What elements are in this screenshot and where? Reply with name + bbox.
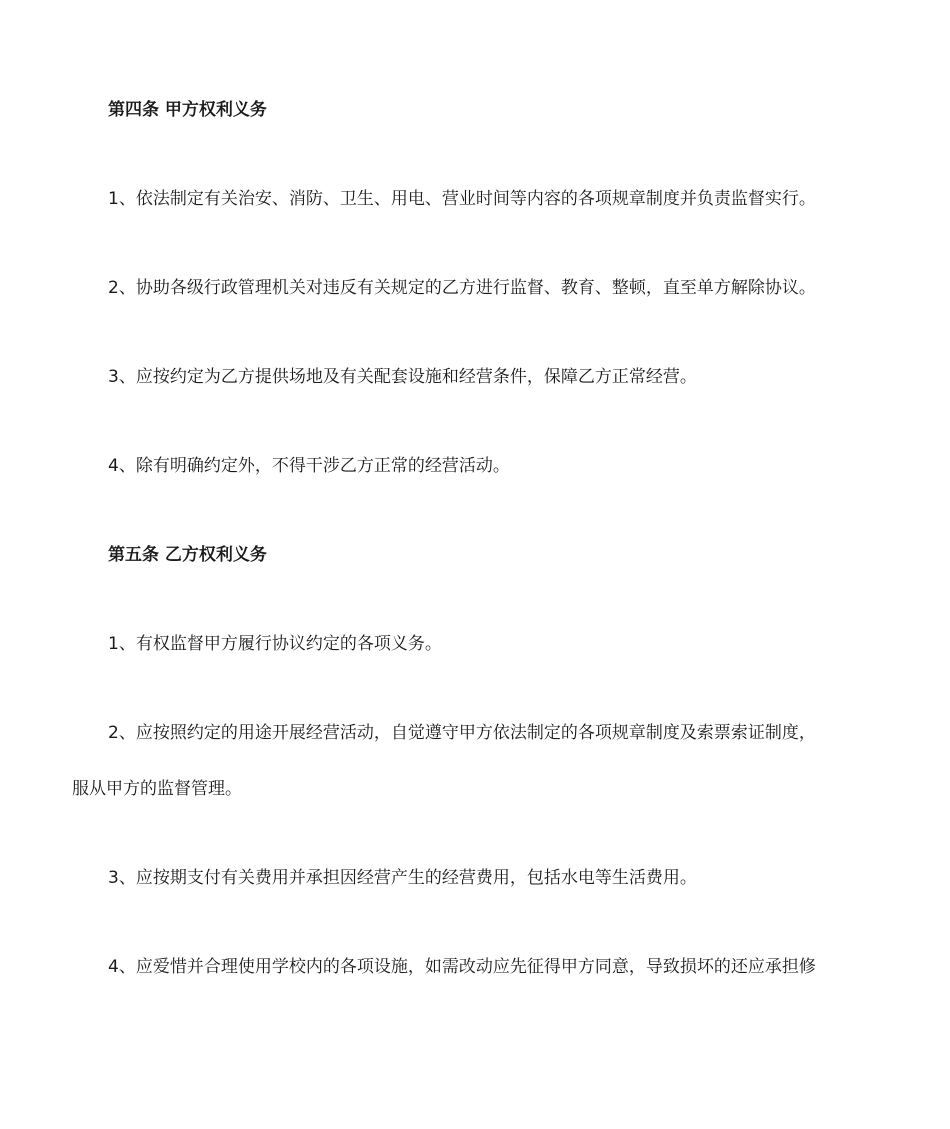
section-heading-5: 第五条 乙方权利义务 [108,545,267,565]
paragraph-4-3: 3、应按约定为乙方提供场地及有关配套设施和经营条件，保障乙方正常经营。 [108,367,697,387]
section-heading-4: 第四条 甲方权利义务 [108,100,267,120]
paragraph-4-2: 2、协助各级行政管理机关对违反有关规定的乙方进行监督、教育、整顿，直至单方解除协议。 [108,278,816,298]
paragraph-5-4: 4、应爱惜并合理使用学校内的各项设施，如需改动应先征得甲方同意，导致损坏的还应承担修 [108,957,816,977]
paragraph-5-2-continued: 服从甲方的监督管理。 [72,779,242,799]
paragraph-4-1: 1、依法制定有关治安、消防、卫生、用电、营业时间等内容的各项规章制度并负责监督实行。 [108,189,816,209]
paragraph-5-3: 3、应按期支付有关费用并承担因经营产生的经营费用，包括水电等生活费用。 [108,868,697,888]
paragraph-5-1: 1、有权监督甲方履行协议约定的各项义务。 [108,634,442,654]
paragraph-4-4: 4、除有明确约定外，不得干涉乙方正常的经营活动。 [108,456,510,476]
paragraph-5-2: 2、应按照约定的用途开展经营活动，自觉遵守甲方依法制定的各项规章制度及索票索证制度， [108,723,816,743]
